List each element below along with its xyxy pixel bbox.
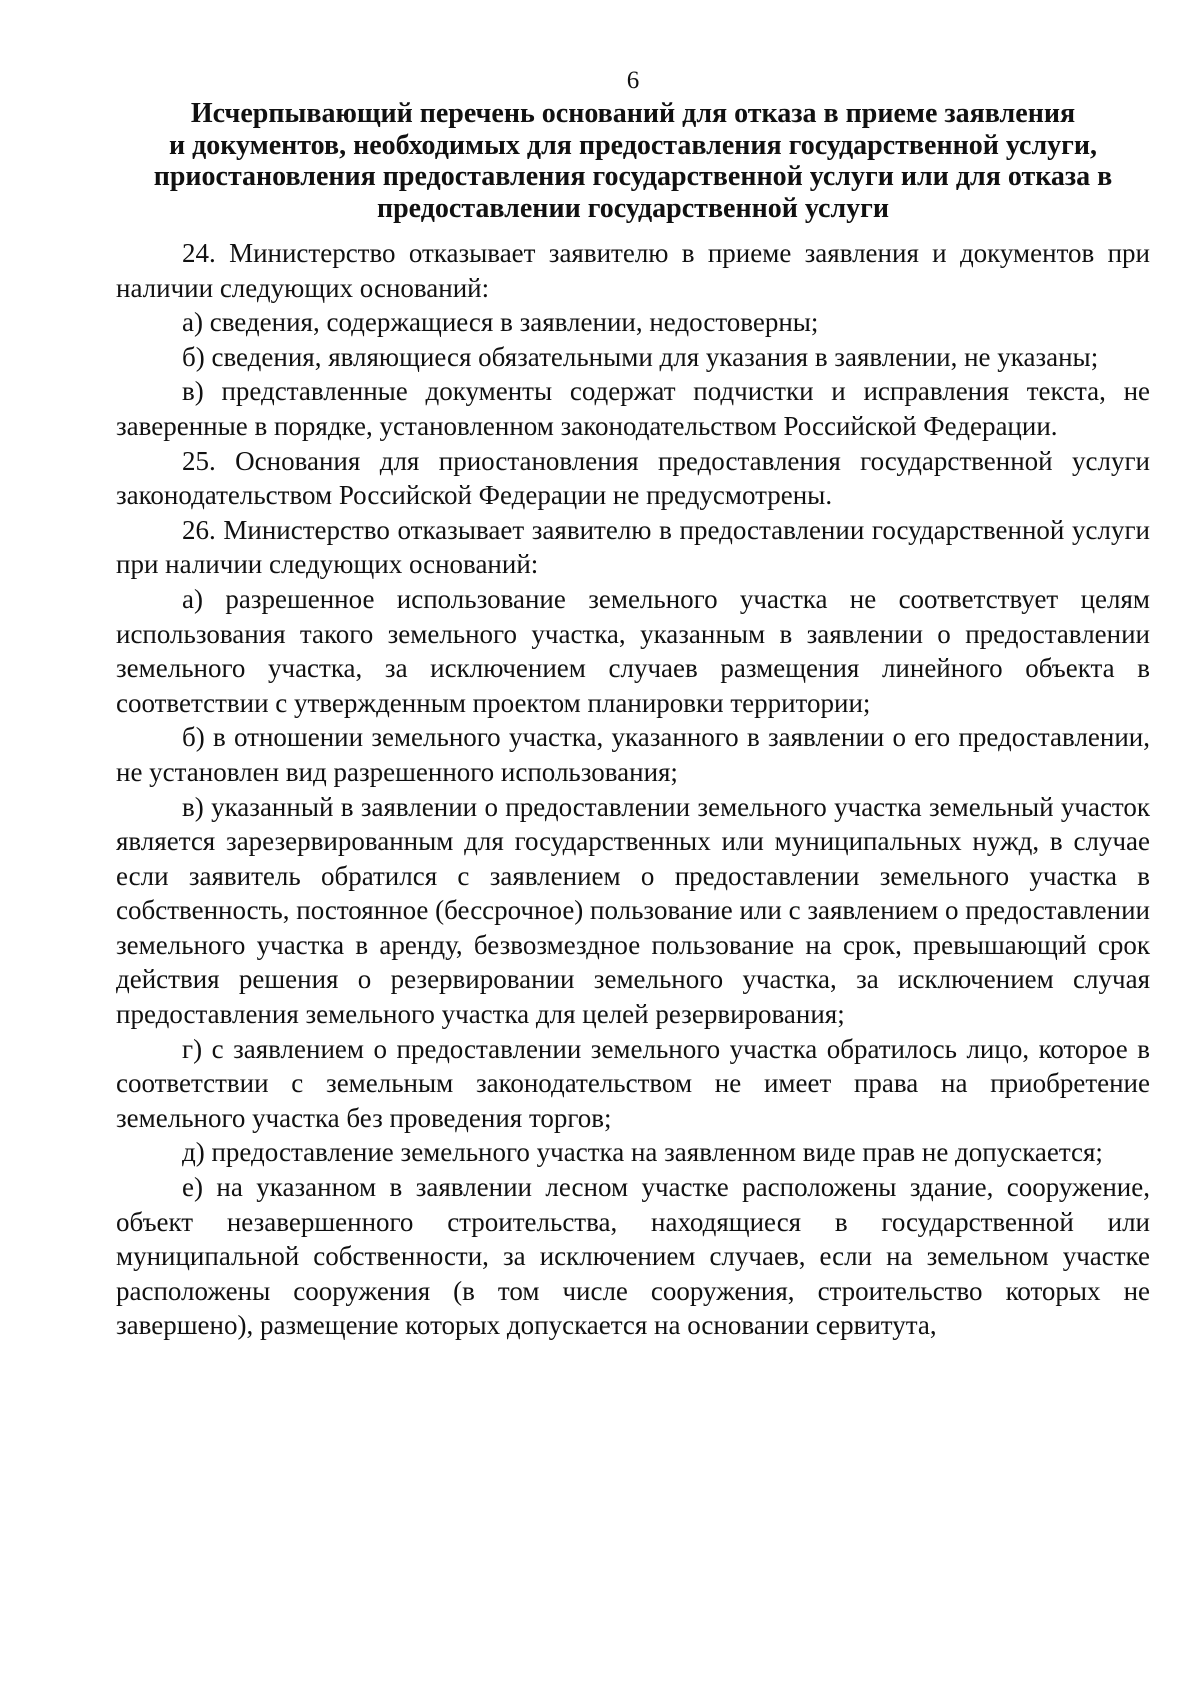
- paragraph-24b: б) сведения, являющиеся обязательными для указания в заявлении, не указаны;: [182, 341, 1099, 372]
- paragraph-26g: г) с заявлением о предоставлении земельного участка обратилось лицо, которое в соответствии с земельным законодательством не имеет права на приобретение земельного участка без проведения торгов;: [116, 1033, 1150, 1133]
- heading-line: приостановления предоставления государственной услуги или для отказа в: [153, 161, 1113, 192]
- paragraph-26v: в) указанный в заявлении о предоставлении земельного участка земельный участок является зарезервированным для государственных или муниципальных нужд, в случае если заявитель обратился с заявлением о предоставлении земельного участка в собственность, постоянное (бессрочное) пользование или с заявлением о предоставлении земельного участка в аренду, безвозмездное пользование на срок, превышающий срок действия решения о резервировании земельного участка, за исключением случая предоставления земельного участка для целей резервирования;: [116, 791, 1150, 1030]
- section-heading: [116, 98, 1150, 224]
- document-page: [116, 64, 1150, 1343]
- paragraph-24: 24. Министерство отказывает заявителю в приеме заявления и документов при наличии следующих оснований:: [116, 238, 1150, 303]
- paragraph-24v: в) представленные документы содержат подчистки и исправления текста, не заверенные в порядке, установленном законодательством Российской Федерации.: [116, 376, 1150, 441]
- document-body: [116, 236, 1150, 1343]
- paragraph-25: 25. Основания для приостановления предоставления государственной услуги законодательством Российской Федерации не предусмотрены.: [116, 445, 1150, 511]
- heading-line: предоставлении государственной услуги: [376, 192, 890, 224]
- paragraph-26e: е) на указанном в заявлении лесном участке расположены здание, сооружение, объект незавершенного строительства, находящиеся в государственной или муниципальной собственности, за исключением случаев, если на земельном участке расположены сооружения (в том числе сооружения, строительство которых не завершено), размещение которых допускается на основании сервитута,: [116, 1172, 1150, 1341]
- paragraph-26d: д) предоставление земельного участка на заявленном виде прав не допускается;: [182, 1137, 1103, 1168]
- paragraph-26b: б) в отношении земельного участка, указанного в заявлении о его предоставлении, не установлен вид разрешенного использования;: [116, 722, 1150, 787]
- paragraph-26: 26. Министерство отказывает заявителю в предоставлении государственной услуги при наличии следующих оснований:: [116, 514, 1150, 580]
- paragraph-24a: а) сведения, содержащиеся в заявлении, недостоверны;: [182, 307, 819, 338]
- paragraph-26a: а) разрешенное использование земельного участка не соответствует целям использования такого земельного участка, указанным в заявлении о предоставлении земельного участка, за исключением случаев размещения линейного объекта в соответствии с утвержденным проектом планировки территории;: [116, 583, 1150, 718]
- heading-line: Исчерпывающий перечень оснований для отказа в приеме заявления: [190, 98, 1076, 129]
- page-number: 6: [626, 67, 640, 94]
- heading-line: и документов, необходимых для предоставления государственной услуги,: [168, 129, 1098, 161]
